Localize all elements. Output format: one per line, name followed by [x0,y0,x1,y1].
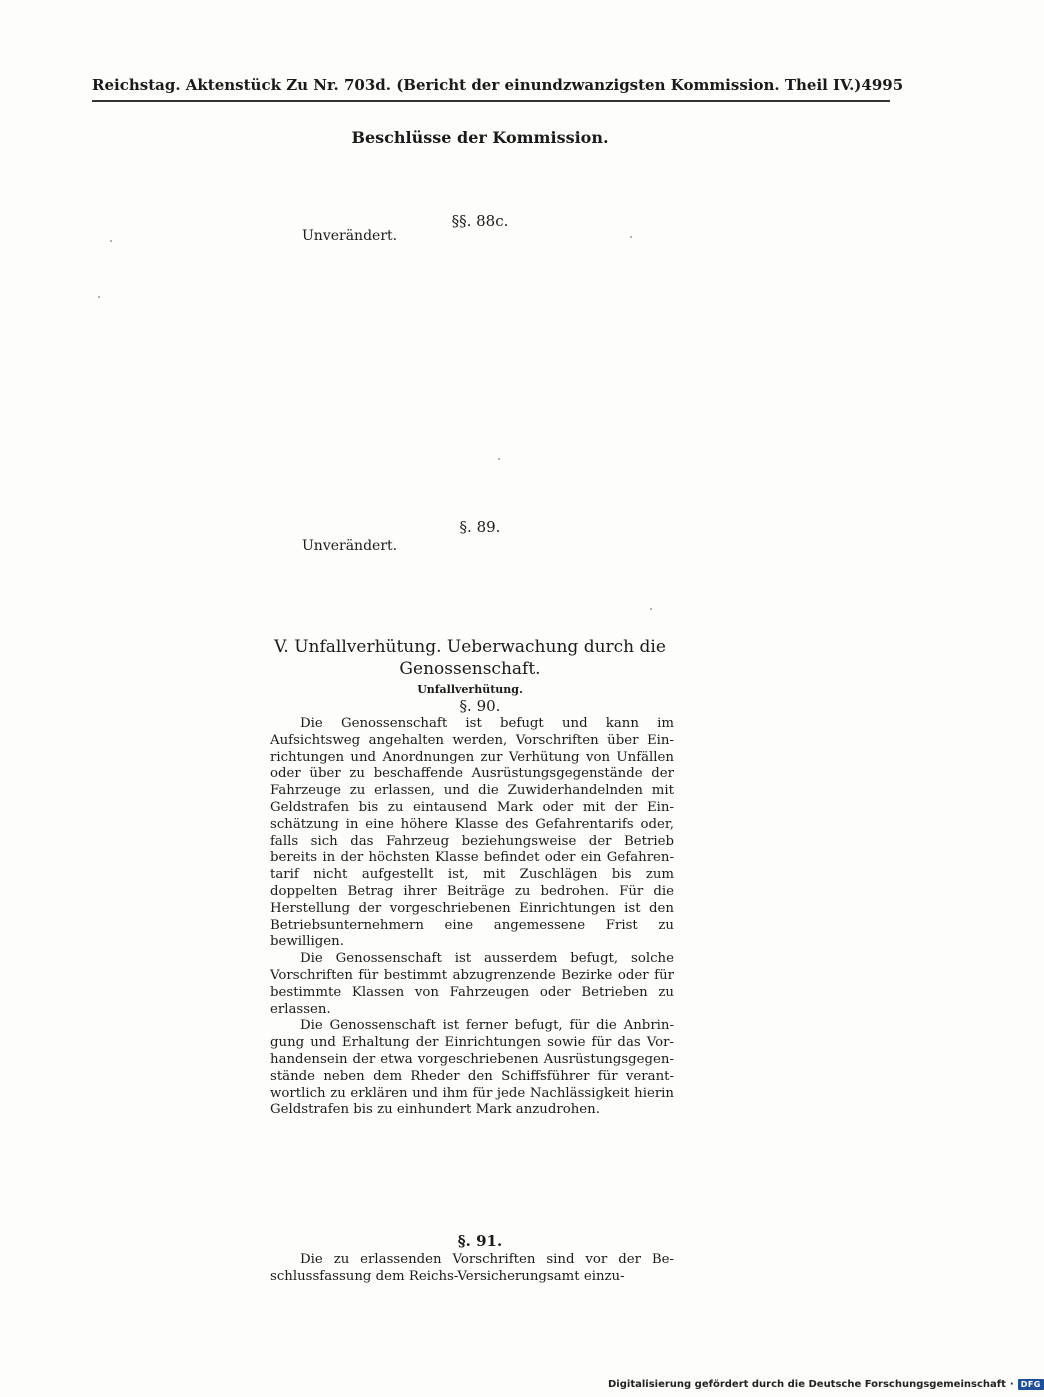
scan-speck [650,608,652,610]
paragraph-90-text-1: Die Genossenschaft ist befugt und kann im Aufsichtsweg angehalten werden, Vorschriften über Einrichtungen und Anordnungen zur Verhütung von Unfällen oder über zu beschaffende Ausrüstungsgegenstände der Fahrzeuge zu erlassen, und die Zuwiderhandelnden mit Geldstrafen bis zu eintausend Mark oder mit der Einschätzung in eine höhere Klasse des Gefahrentarifs oder, falls sich das Fahrzeug beziehungsweise der Betrieb bereits in der höchsten Klasse befindet oder ein Gefahrentarif nicht aufgestellt ist, mit Zuschlägen bis zum doppelten Betrag ihrer Beiträge zu bedrohen. Für die Herstellung der vorgeschriebenen Einrichtungen ist den Betriebsunternehmern eine angemessene Frist zu bewilligen. [270,716,674,950]
section-v-heading [270,636,670,680]
header-rule [92,100,890,102]
section-v-subtitle: Unfallverhütung. [417,683,523,696]
paragraph-90-text-2: Die Genossenschaft ist ausserdem befugt, solche Vorschriften für bestimmt abzugrenzende Bezirke oder für bestimmte Klassen von Fahrzeugen oder Betrieben zu erlassen. [270,951,674,1017]
paragraph-90-text-3: Die Genossenschaft ist ferner befugt, für die Anbringung und Erhaltung der Einrichtungen sowie für das Vorhandensein der etwa vorgeschriebenen Ausrüstungsgegenstände neben dem Rheder den Schiffsführer für verantwortlich zu erklären und ihm für jede Nachlässigkeit hierin Geldstrafen bis zu einhundert Mark anzudrohen. [270,1018,674,1118]
paragraph-89-number: §. 89. [459,518,501,536]
running-header [92,76,904,94]
paragraph-90-number: §. 90. [459,697,501,715]
scan-speck [630,236,632,238]
paragraph-88c-number: §§. 88c. [451,212,509,230]
header-title: Reichstag. Aktenstück Zu Nr. 703d. (Bericht der einundzwanzigsten Kommission. Theil IV.) [92,76,862,94]
paragraph-91-text: Die zu erlassenden Vorschriften sind vor der Beschlussfassung dem Reichs-Versicherungsamt einzu- [270,1252,674,1284]
digitization-footer: Digitalisierung gefördert durch die Deutsche Forschungsgemeinschaft · DFG [608,1379,1044,1390]
paragraph-90-body [270,716,674,1119]
dfg-logo: DFG [1018,1379,1044,1390]
scan-speck [98,296,100,298]
section-v-title-line1: V. Unfallverhütung. Ueberwachung durch die [274,637,666,657]
paragraph-91-number: §. 91. [457,1232,503,1250]
footer-text: Digitalisierung gefördert durch die Deutsche Forschungsgemeinschaft [608,1379,1006,1390]
scan-speck [110,240,112,242]
paragraph-88c-text: Unverändert. [302,228,398,244]
section-v-title-line2: Genossenschaft. [399,659,541,679]
page-number: 4995 [861,76,904,94]
paragraph-91-body [270,1252,674,1286]
section-title: Beschlüsse der Kommission. [351,128,609,147]
paragraph-89-text: Unverändert. [302,538,398,554]
scan-speck [498,458,500,460]
